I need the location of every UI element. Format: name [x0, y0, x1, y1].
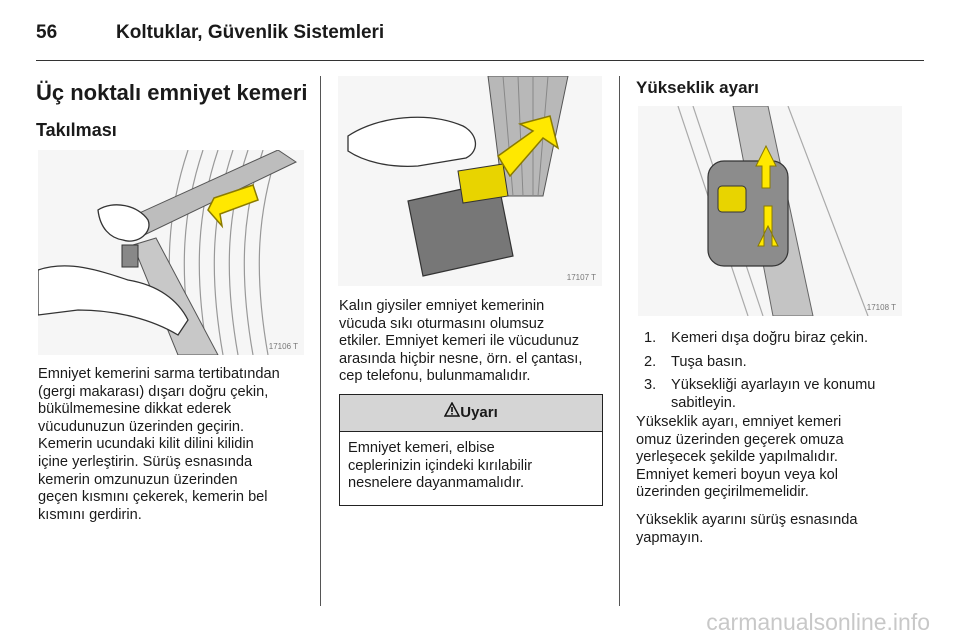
text-line: vücuda sıkı oturmasını olumsuz	[339, 315, 545, 332]
adjustment-steps	[636, 330, 921, 418]
figure-label: 17108 T	[866, 303, 896, 312]
list-item	[636, 330, 921, 348]
warning-header	[340, 395, 602, 432]
page-title: Koltuklar, Güvenlik Sistemleri	[116, 22, 385, 43]
text-line: Yükseklik ayarı, emniyet kemeri	[636, 414, 842, 430]
text-line: Emniyet kemeri boyun veya kol	[636, 466, 838, 483]
fastening-paragraph	[38, 366, 313, 524]
list-item	[636, 377, 921, 412]
text-line: Emniyet kemeri, elbise	[348, 440, 495, 456]
text-line: bükülmemesine dikkat ederek	[38, 401, 232, 418]
figure-label: 17107 T	[566, 273, 596, 282]
seatbelt-fastening-illustration	[38, 150, 304, 355]
text-line: Kemerin ucundaki kilit dilini kilidin	[38, 436, 254, 453]
text-line: Emniyet kemerini sarma tertibatından	[38, 366, 280, 382]
watermark: carmanualsonline.info	[706, 609, 930, 635]
text-line: arasında hiçbir nesne, örn. el çantası,	[339, 350, 583, 367]
step-number: 3.	[644, 377, 657, 394]
column-divider-2	[619, 76, 620, 606]
subsection-heading: Takılması	[36, 120, 117, 140]
step-text: Kemeri dışa doğru biraz çekin.	[671, 330, 869, 346]
step-text-cont: sabitleyin.	[671, 394, 736, 411]
text-line: nesnelere dayanmamalıdır.	[348, 475, 525, 492]
text-line: omuz üzerinden geçerek omuza	[636, 431, 844, 448]
list-item	[636, 354, 921, 372]
page-number: 56	[36, 22, 58, 43]
step-number: 2.	[644, 353, 657, 370]
height-adjust-heading: Yükseklik ayarı	[636, 78, 759, 97]
section-heading: Üç noktalı emniyet kemeri	[36, 80, 308, 105]
text-line: cep telefonu, bulunmamalıdır.	[339, 368, 531, 385]
text-line: kısmını gerdirin.	[38, 506, 142, 523]
text-line: üzerinden geçirilmemelidir.	[636, 484, 809, 501]
figure-label: 17106 T	[268, 342, 298, 351]
step-text: Tuşa basın.	[671, 353, 747, 370]
text-line: yapmayın.	[636, 529, 704, 546]
height-adjust-paragraph-2	[636, 512, 916, 547]
page-header	[36, 22, 384, 44]
header-rule	[36, 60, 924, 61]
text-line: geçen kısmını çekerek, kemerin bel	[38, 489, 268, 506]
warning-text	[340, 432, 602, 501]
text-line: (gergi makarası) dışarı doğru çekin,	[38, 383, 269, 400]
clothing-paragraph	[339, 298, 607, 386]
step-text: Yüksekliği ayarlayın ve konumu	[671, 377, 876, 394]
text-line: kemerin omzunuzun üzerinden	[38, 471, 238, 488]
text-line: vücudunuzun üzerinden geçirin.	[38, 418, 245, 435]
buckle-illustration	[338, 76, 602, 286]
column-divider-1	[320, 76, 321, 606]
text-line: Kalın giysiler emniyet kemerinin	[339, 298, 545, 314]
text-line: yerleşecek şekilde yapılmalıdır.	[636, 449, 838, 466]
warning-title: Uyarı	[460, 404, 498, 421]
warning-box	[339, 394, 603, 506]
text-line: içine yerleştirin. Sürüş esnasında	[38, 453, 253, 470]
step-number: 1.	[644, 330, 657, 346]
text-line: Yükseklik ayarını sürüş esnasında	[636, 512, 858, 528]
text-line: etkiler. Emniyet kemeri ile vücudunuz	[339, 333, 580, 350]
height-adjust-paragraph-1	[636, 414, 916, 502]
height-adjuster-illustration	[638, 106, 902, 316]
text-line: ceplerinizin içindeki kırılabilir	[348, 457, 533, 474]
warning-triangle-icon	[444, 395, 460, 431]
